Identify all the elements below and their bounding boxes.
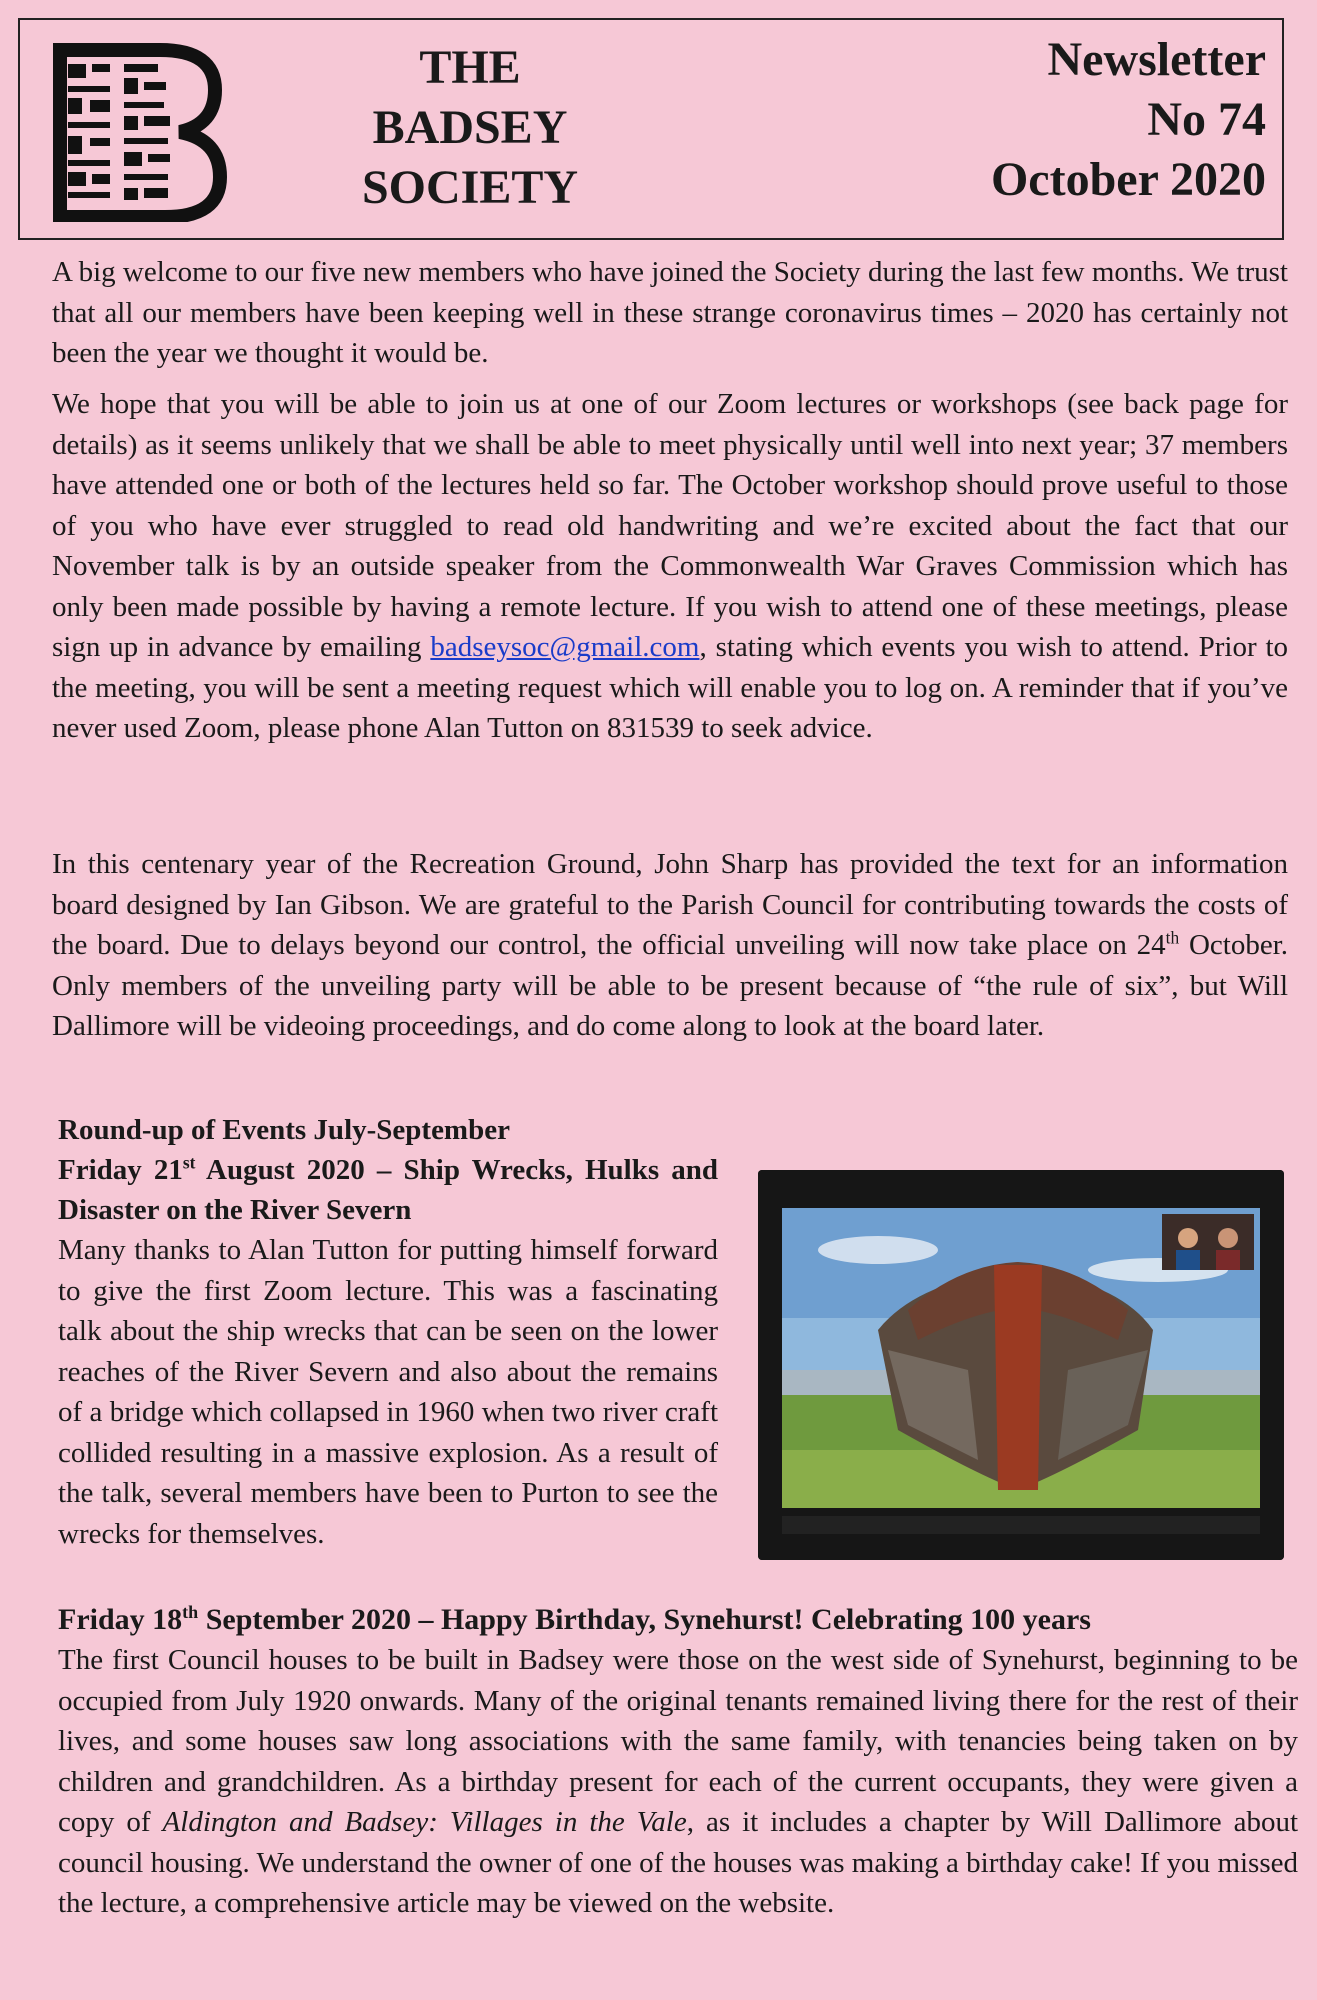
recreation-text-1: In this centenary year of the Recreation Ground, John Sharp has provided the text for an information board designed by Ian Gibson. We are grateful to the Parish Council for contributing towards the costs of the board. Due to delays beyond our control, the official unveiling will now take place on 24 [52,848,1288,961]
event2-heading [58,1600,1298,1640]
society-name-line2: BADSEY [372,101,568,154]
event2-suffix: th [182,1602,199,1622]
event2-title: September 2020 – Happy Birthday, Synehurst! Celebrating 100 years [198,1603,1091,1636]
zoom-text-2: , stating which events you wish to attend. Prior to the meeting, you will be sent a meeting request which will enable you to log on. A reminder that if you’ve never used Zoom, please phone Alan Tutton on 831539 to seek advice. [52,631,1289,744]
event1-day: Friday 21 [58,1154,183,1186]
newsletter-info [846,30,1266,210]
issue-number: No 74 [1147,93,1266,146]
society-name-line1: THE [419,41,521,94]
date-suffix: th [1165,927,1180,948]
recreation-ground-paragraph [52,844,1288,1047]
event1-body: Many thanks to Alan Tutton for putting himself forward to give the first Zoom lecture. This was a fascinating talk about the ship wrecks that can be seen on the lower reaches of the River Severn and also about the remains of a bridge which collapsed in 1960 when two river craft collided resulting in a massive explosion. As a result of the talk, several members have been to Purton to see the wrecks for themselves. [58,1234,718,1550]
welcome-paragraph: A big welcome to our five new members who have joined the Society during the last few months. We trust that all our members have been keeping well in these strange coronavirus times – 2020 has certainly not been the year we thought it would be. [52,256,1288,369]
badsey-society-logo [40,42,240,222]
synehurst-section [58,1600,1298,1924]
event1-heading [58,1150,718,1230]
event1-suffix: st [182,1152,196,1173]
zoom-text-1: We hope that you will be able to join us at one of our Zoom lectures or workshops (see back page for details) as it seems unlikely that we shall be able to meet physically until well into next year; 37 members have attended one or both of the lectures held so far. The October workshop should prove useful to those of you who have ever struggled to read old handwriting and we’re excited about the fact that our November talk is by an outside speaker from the Commonwealth War Graves Commission which has only been made possible by having a remote lecture. If you wish to attend one of these meetings, please sign up in advance by emailing [52,388,1288,663]
event2-day: Friday 18 [58,1603,183,1636]
book-title: Aldington and Badsey: Villages in the Vale [162,1806,687,1838]
issue-date: October 2020 [990,153,1266,206]
zoom-paragraph [52,384,1288,749]
roundup-section [58,1110,718,1554]
masthead [18,18,1284,240]
event2-text-2: , as it includes a chapter by Will Dallimore about council housing. We understand the owner of one of the houses was making a birthday cake! If you missed the lecture, a comprehensive article may be viewed on the website. [58,1806,1299,1919]
zoom-lecture-screenshot-photo [758,1170,1284,1560]
event2-text-1: The first Council houses to be built in Badsey were those on the west side of Synehurst, beginning to be occupied from July 1920 onwards. Many of the original tenants remained living there for the rest of their lives, and some houses saw long associations with the same family, with tenancies being taken on by children and grandchildren. As a birthday present for each of the current occupants, they were given a copy of [58,1644,1298,1838]
recreation-text-2: October. Only members of the unveiling party will be able to be present because of “the rule of six”, but Will Dallimore will be videoing proceedings, and do come along to look at the board later. [52,929,1288,1042]
society-name-line3: SOCIETY [361,161,579,214]
newsletter-label: Newsletter [1047,33,1266,86]
roundup-title: Round-up of Events July-September [58,1114,510,1146]
email-link[interactable]: badseysoc@gmail.com [430,631,700,663]
event2-body [58,1640,1298,1924]
event1-title: August 2020 – Ship Wrecks, Hulks and Disaster on the River Severn [58,1154,718,1226]
society-name [320,38,620,218]
